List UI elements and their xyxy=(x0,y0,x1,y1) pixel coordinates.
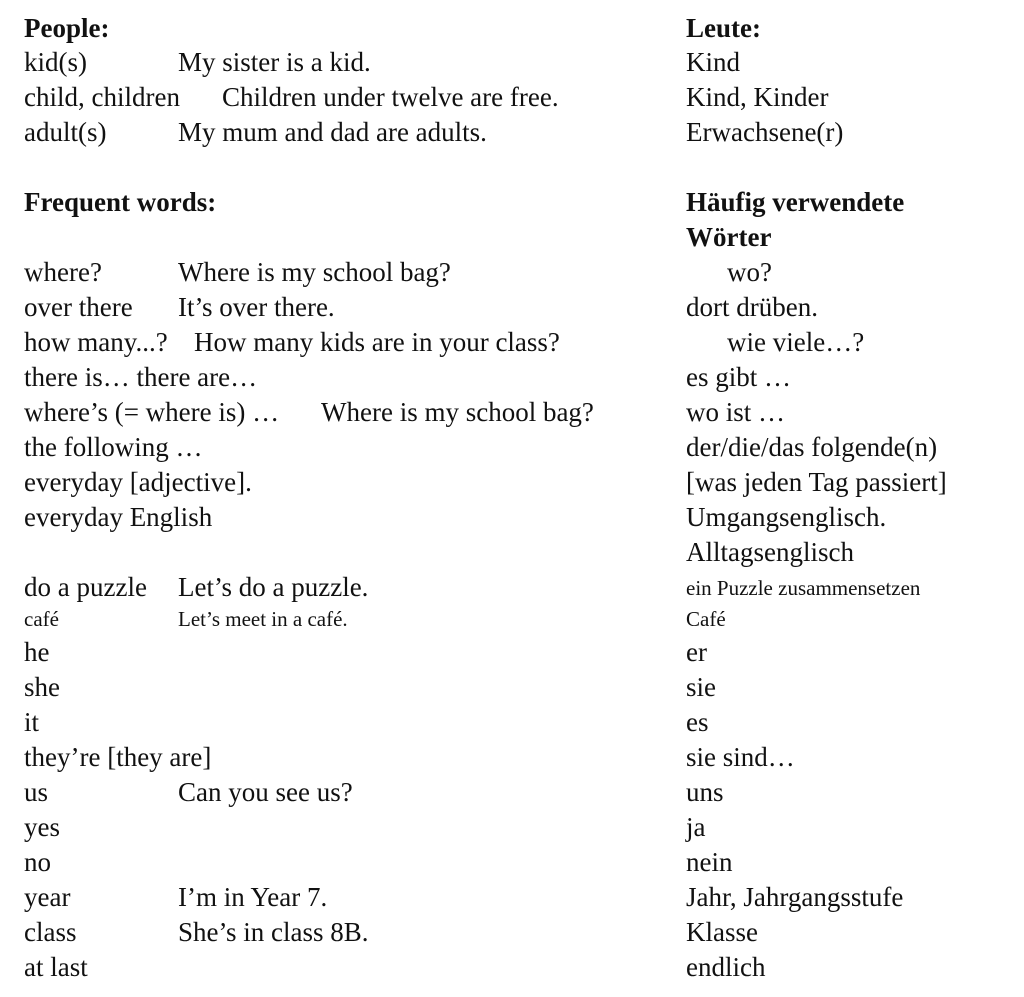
vocab-translation: wo? xyxy=(727,257,772,287)
vocab-translation: sie sind… xyxy=(686,742,795,772)
vocab-translation: uns xyxy=(686,777,724,807)
vocab-example: Let’s meet in a café. xyxy=(178,607,348,631)
vocab-example: She’s in class 8B. xyxy=(178,917,369,947)
vocab-example: Where is my school bag? xyxy=(178,257,451,287)
vocab-translation: Klasse xyxy=(686,917,758,947)
vocab-translation: Kind, Kinder xyxy=(686,82,829,112)
vocab-translation: ein Puzzle zusammensetzen xyxy=(686,576,921,600)
vocab-term: yes xyxy=(24,812,60,842)
vocab-term: adult(s) xyxy=(24,117,107,147)
vocab-example: Where is my school bag? xyxy=(321,397,594,427)
vocab-term: café xyxy=(24,607,59,631)
vocab-term: us xyxy=(24,777,49,807)
vocab-term: kid(s) xyxy=(24,47,87,77)
vocab-term: how many...? xyxy=(24,327,168,357)
vocab-term: class xyxy=(24,917,77,947)
vocab-example: How many kids are in your class? xyxy=(194,327,560,357)
vocab-term: they’re [they are] xyxy=(24,742,212,772)
vocab-term: do a puzzle xyxy=(24,572,147,602)
vocab-term: where? xyxy=(24,257,102,287)
vocab-translation: Alltagsenglisch xyxy=(686,537,854,567)
vocab-example: Let’s do a puzzle. xyxy=(178,572,369,602)
section-heading-haeufig-line1: Häufig verwendete xyxy=(686,187,905,217)
vocab-term: over there xyxy=(24,292,133,322)
vocab-term: where’s (= where is) … xyxy=(24,397,280,427)
vocab-term: she xyxy=(24,672,60,702)
vocab-term: child, children xyxy=(24,82,180,112)
vocab-term: everyday English xyxy=(24,502,213,532)
section-heading-leute: Leute: xyxy=(686,13,761,43)
vocab-translation: es xyxy=(686,707,709,737)
vocab-term: the following … xyxy=(24,432,203,462)
vocab-translation: nein xyxy=(686,847,733,877)
vocab-translation: er xyxy=(686,637,707,667)
vocab-term: no xyxy=(24,847,51,877)
vocab-example: My sister is a kid. xyxy=(178,47,371,77)
vocab-term: at last xyxy=(24,952,88,982)
section-heading-people: People: xyxy=(24,13,110,43)
vocab-translation: sie xyxy=(686,672,716,702)
vocab-term: everyday [adjective]. xyxy=(24,467,252,497)
vocab-translation: wo ist … xyxy=(686,397,786,427)
vocab-translation: der/die/das folgende(n) xyxy=(686,432,938,462)
vocab-example: Can you see us? xyxy=(178,777,353,807)
vocab-example: I’m in Year 7. xyxy=(178,882,328,912)
vocab-translation: ja xyxy=(686,812,706,842)
vocab-example: My mum and dad are adults. xyxy=(178,117,487,147)
vocab-translation: Café xyxy=(686,607,726,631)
vocab-example: It’s over there. xyxy=(178,292,335,322)
vocab-translation: Kind xyxy=(686,47,740,77)
vocab-term: year xyxy=(24,882,71,912)
vocab-translation: Erwachsene(r) xyxy=(686,117,844,147)
section-heading-haeufig-line2: Wörter xyxy=(686,222,772,252)
vocab-translation: endlich xyxy=(686,952,766,982)
vocab-term: it xyxy=(24,707,40,737)
vocab-translation: wie viele…? xyxy=(727,327,865,357)
section-heading-frequent-words: Frequent words: xyxy=(24,187,217,217)
vocab-term: he xyxy=(24,637,50,667)
vocab-translation: [was jeden Tag passiert] xyxy=(686,467,947,497)
vocab-translation: es gibt … xyxy=(686,362,791,392)
vocab-translation: Jahr, Jahrgangsstufe xyxy=(686,882,904,912)
vocab-translation: Umgangsenglisch. xyxy=(686,502,887,532)
vocab-term: there is… there are… xyxy=(24,362,258,392)
vocab-translation: dort drüben. xyxy=(686,292,818,322)
vocab-example: Children under twelve are free. xyxy=(222,82,559,112)
